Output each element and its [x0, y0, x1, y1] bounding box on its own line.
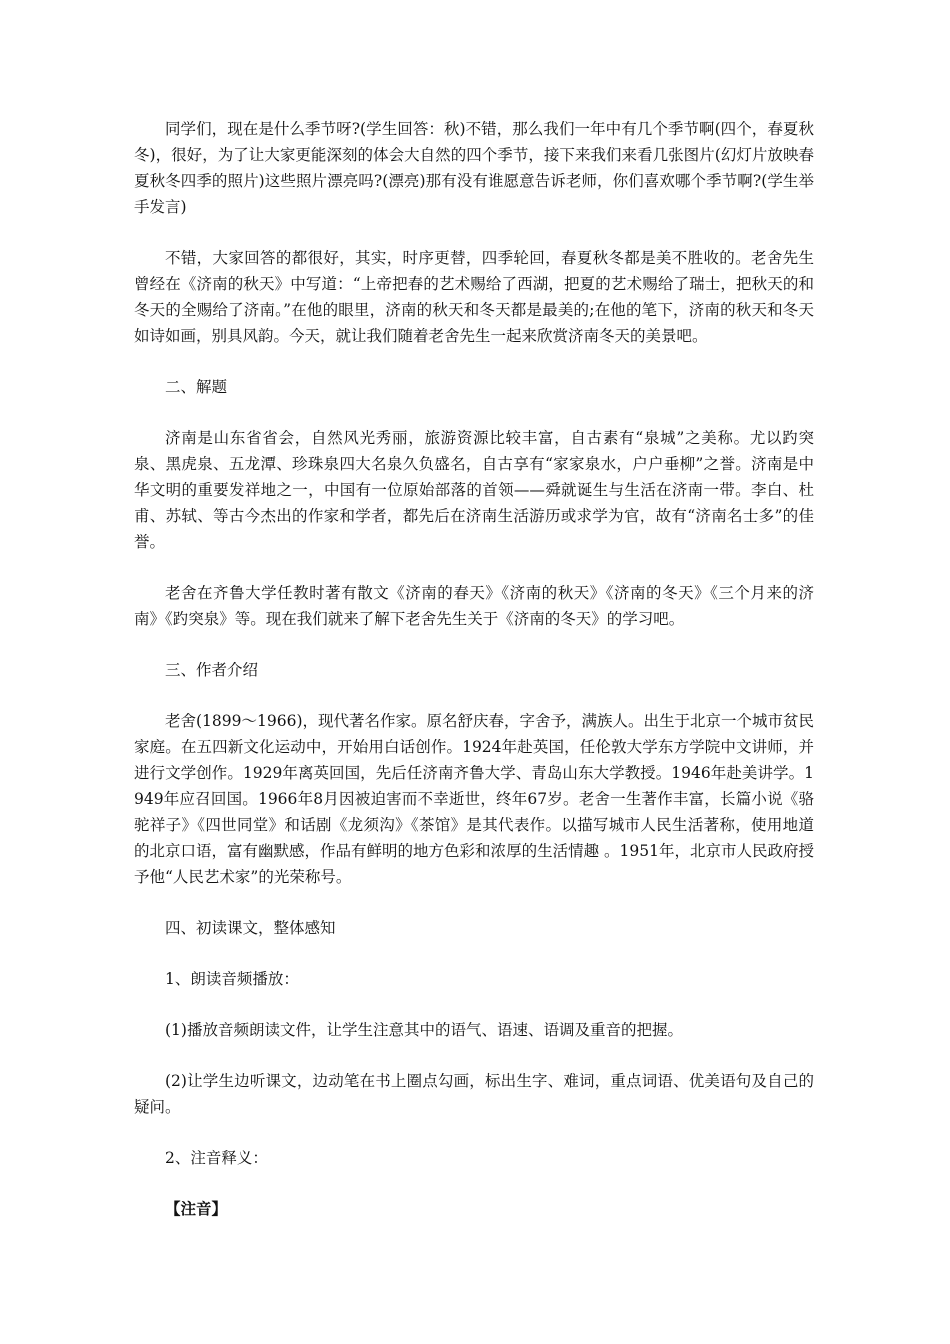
- document-body: [134, 116, 814, 1222]
- audio-step-1: (1)播放音频朗读文件，让学生注意其中的语气、语速、语调及重音的把握。: [165, 1021, 683, 1039]
- section-heading-author: 三、作者介绍: [165, 661, 259, 679]
- section-heading-first-reading: 四、初读课文，整体感知: [165, 919, 336, 937]
- jinan-intro-paragraph: 济南是山东省省会，自然风光秀丽，旅游资源比较丰富，自古素有“泉城”之美称。尤以趵突泉、黑虎泉、五龙潭、珍珠泉四大名泉久负盛名，自古享有“家家泉水，户户垂柳”之誉。济南是中华文明的重要发祥地之一，中国有一位原始部落的首领——舜就诞生与生活在济南一带。李白、杜甫、苏轼、等古今杰出的作家和学者，都先后在济南生活游历或求学为官，故有“济南名士多”的佳誉。: [134, 429, 814, 551]
- intro-paragraph: 同学们，现在是什么季节呀?(学生回答：秋)不错，那么我们一年中有几个季节啊(四个，春夏秋冬)，很好，为了让大家更能深刻的体会大自然的四个季节，接下来我们来看几张图片(幻灯片放映春夏秋冬四季的照片)这些照片漂亮吗?(漂亮)那有没有谁愿意告诉老师，你们喜欢哪个季节啊?(学生举手发言): [134, 120, 814, 216]
- pronunciation-label: 【注音】: [165, 1199, 228, 1218]
- seasons-paragraph: 不错，大家回答的都很好，其实，时序更替，四季轮回，春夏秋冬都是美不胜收的。老舍先生曾经在《济南的秋天》中写道：“上帝把春的艺术赐给了西湖，把夏的艺术赐给了瑞士，把秋天的和冬天的全赐给了济南。”在他的眼里，济南的秋天和冬天都是最美的;在他的笔下，济南的秋天和冬天如诗如画，别具风韵。今天，就让我们随着老舍先生一起来欣赏济南冬天的美景吧。: [134, 249, 814, 345]
- section-heading-jieti: 二、解题: [165, 378, 228, 396]
- audio-step-2: (2)让学生边听课文，边动笔在书上圈点勾画，标出生字、难词，重点词语、优美语句及自己的疑问。: [134, 1072, 814, 1116]
- author-bio-paragraph: 老舍(1899～1966)，现代著名作家。原名舒庆春，字舍予，满族人。出生于北京一个城市贫民家庭。在五四新文化运动中，开始用白话创作。1924年赴英国，任伦敦大学东方学院中文讲师，并进行文学创作。1929年离英回国，先后任济南齐鲁大学、青岛山东大学教授。1946年赴美讲学。1949年应召回国。1966年8月因被迫害而不幸逝世，终年67岁。老舍一生著作丰富，长篇小说《骆驼祥子》《四世同堂》和话剧《龙须沟》《茶馆》是其代表作。以描写城市人民生活著称，使用地道的北京口语，富有幽默感，作品有鲜明的地方色彩和浓厚的生活情趣 。1951年，北京市人民政府授予他“人民艺术家”的光荣称号。: [134, 712, 814, 886]
- laoshe-works-paragraph: 老舍在齐鲁大学任教时著有散文《济南的春天》《济南的秋天》《济南的冬天》《三个月来的济南》《趵突泉》等。现在我们就来了解下老舍先生关于《济南的冬天》的学习吧。: [134, 584, 814, 628]
- subheading-annotation: 2、注音释义：: [165, 1149, 268, 1167]
- subheading-audio: 1、朗读音频播放：: [165, 970, 299, 988]
